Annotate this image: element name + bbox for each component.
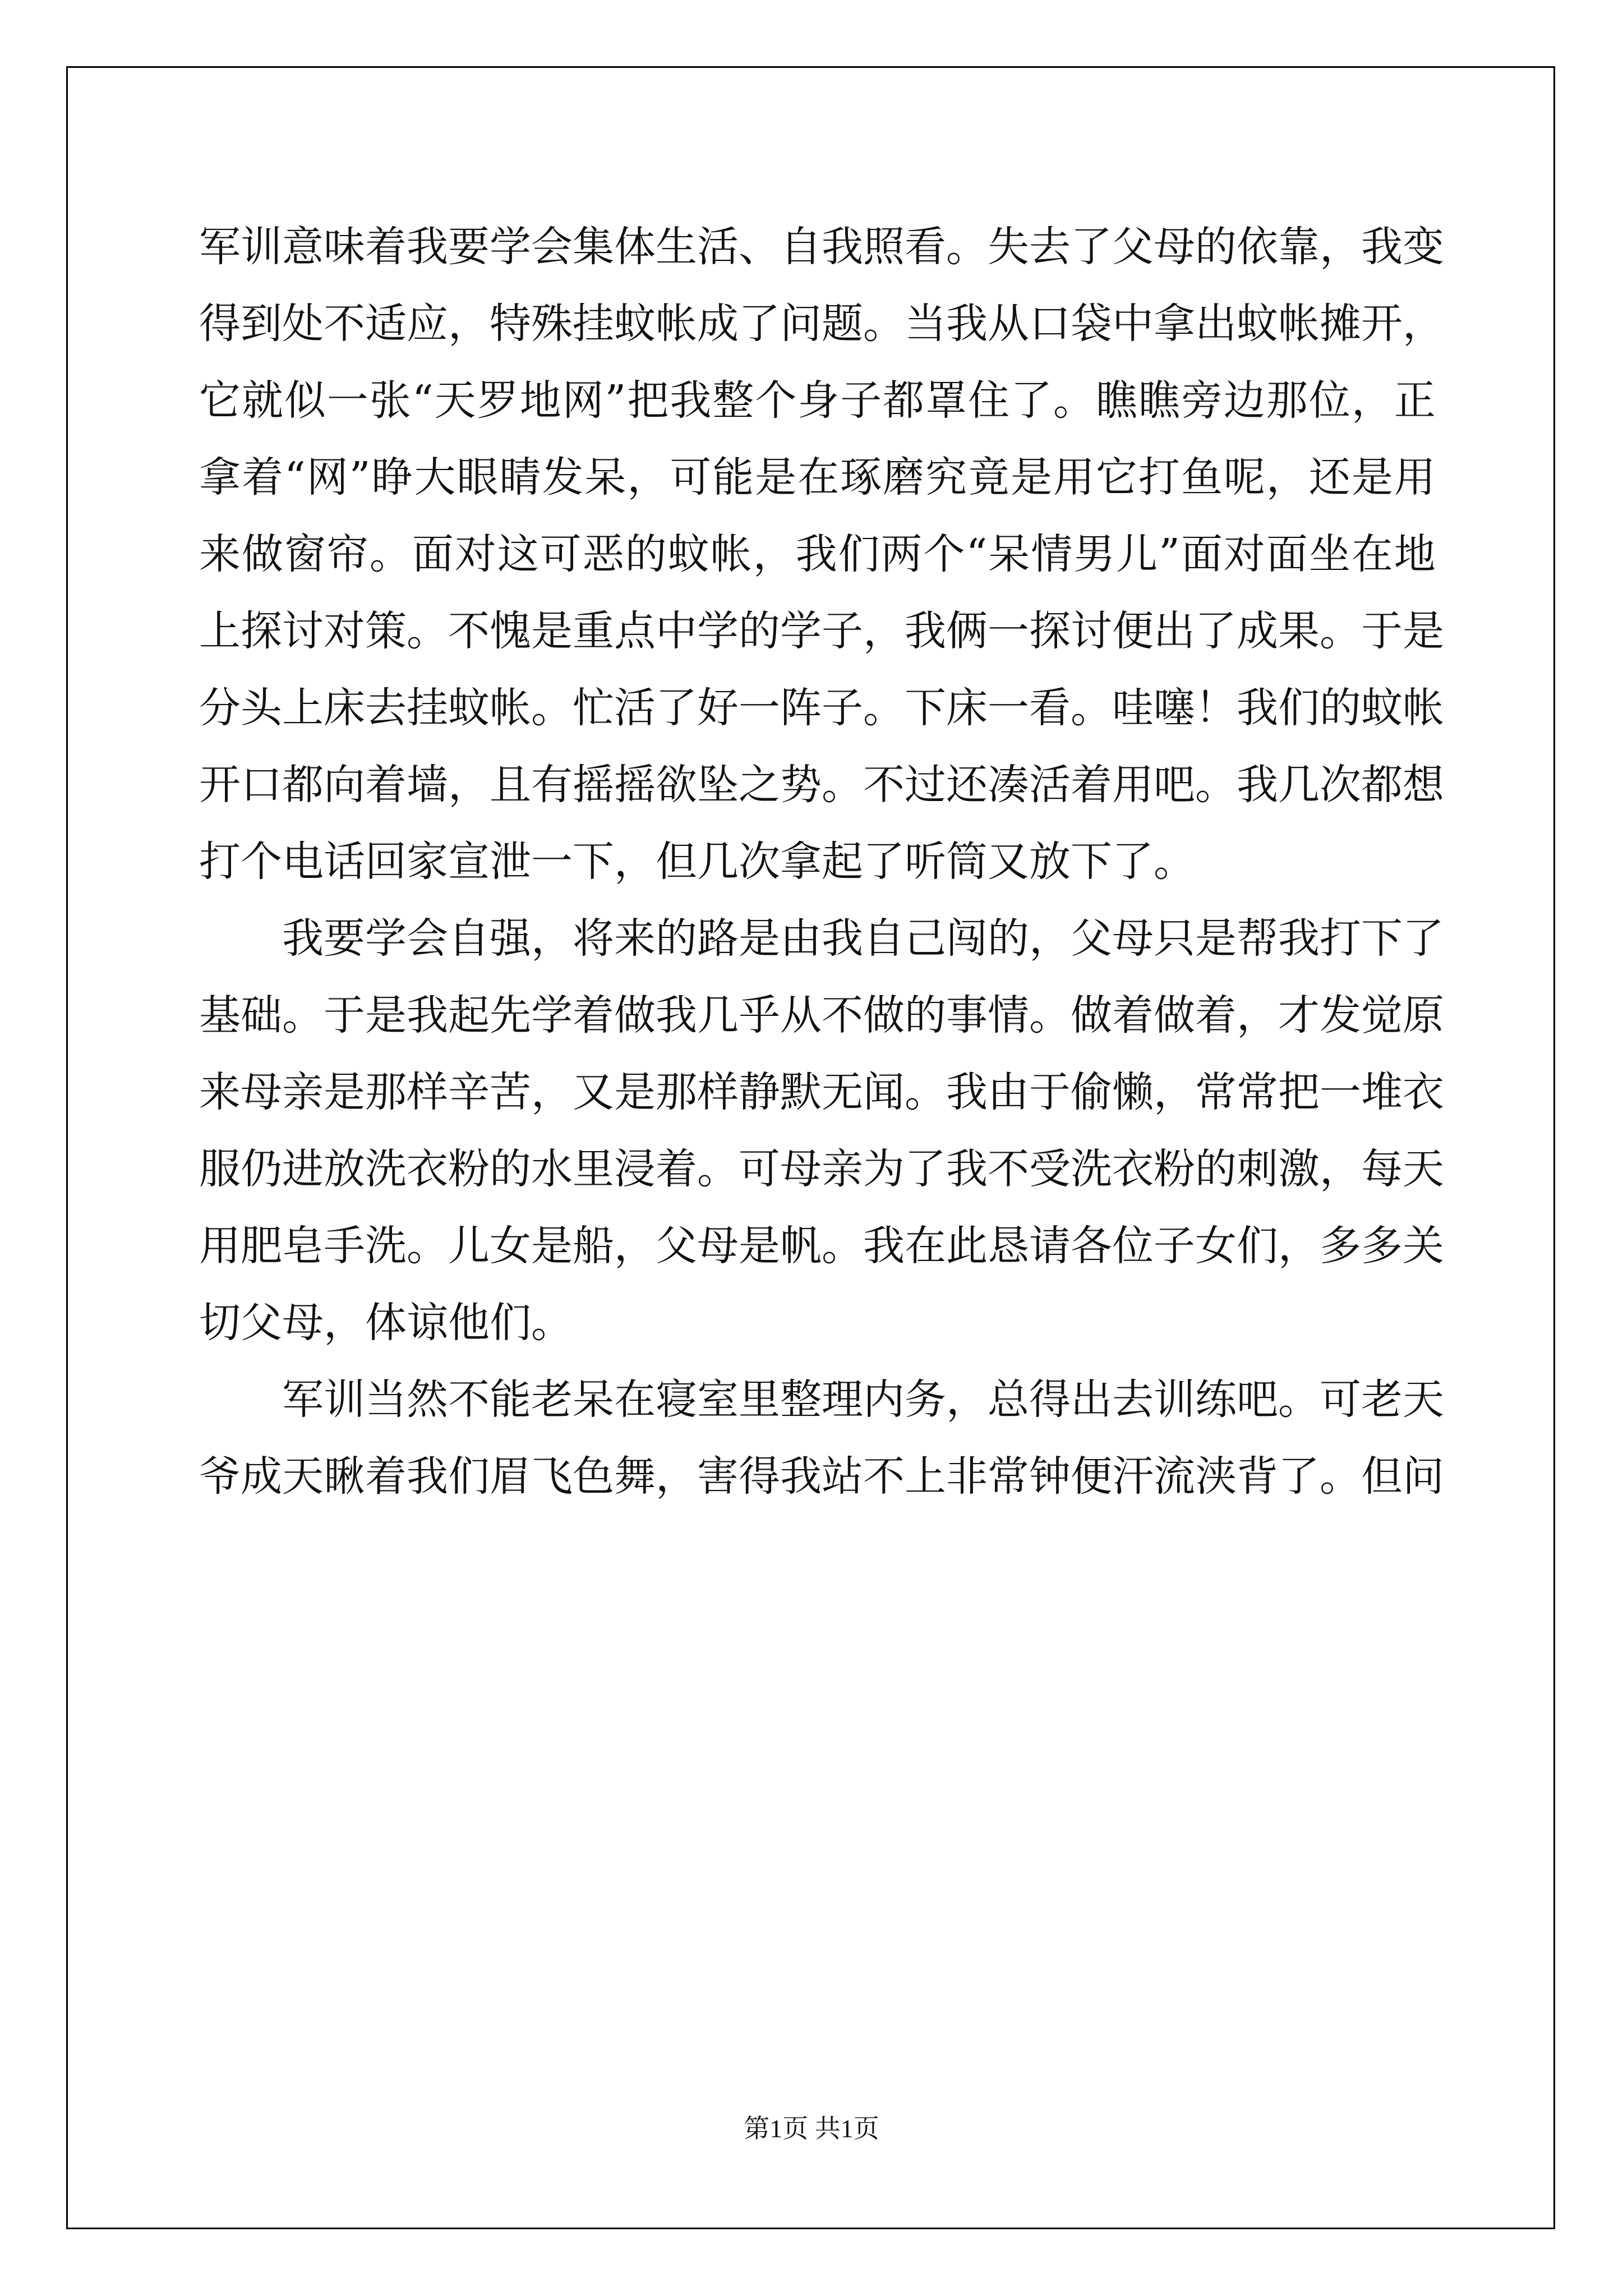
text-line: 服 仍 进 放 洗 衣 粉 的 水 里 浸 着 。 可 母 亲 为 了 我 不 受 洗 衣 粉 的 刺 激 ， 每 天 bbox=[199, 1145, 1444, 1193]
text-line: 军 训 意 味 着 我 要 学 会 集 体 生 活 、 自 我 照 看 。 失 去 了 父 母 的 依 靠 ， 我 变 bbox=[199, 223, 1444, 271]
text-line: 切父母，体谅他们。 bbox=[199, 1299, 573, 1347]
text-line: 打个电话回家宣泄一下，但几次拿起了听筒又放下了。 bbox=[199, 838, 1195, 886]
text-line: 上 探 讨 对 策 。 不 愧 是 重 点 中 学 的 学 子 ， 我 俩 一 探 讨 便 出 了 成 果 。 于 是 bbox=[199, 607, 1444, 655]
text-line: 来 母 亲 是 那 样 辛 苦 ， 又 是 那 样 静 默 无 闻 。 我 由 于 偷 懒 ， 常 常 把 一 堆 衣 bbox=[199, 1068, 1444, 1116]
text-line: 基 础 。 于 是 我 起 先 学 着 做 我 几 乎 从 不 做 的 事 情 。 做 着 做 着 ， 才 发 觉 原 bbox=[199, 991, 1444, 1039]
page-footer: 第1页 共1页 bbox=[744, 2114, 879, 2143]
text-line: 爷 成 天 瞅 着 我 们 眉 飞 色 舞 ， 害 得 我 站 不 上 非 常 钟 便 汗 流 浃 背 了 。 但 问 bbox=[199, 1452, 1444, 1501]
text-line: 拿 着 “ 网 ” 睁 大 眼 睛 发 呆 ， 可 能 是 在 琢 磨 究 竟 是 用 它 打 鱼 呢 ， 还 是 用 bbox=[199, 453, 1436, 501]
text-line: 得 到 处 不 适 应 ， 特 殊 挂 蚊 帐 成 了 问 题 。 当 我 从 口 袋 中 拿 出 蚊 帐 摊 开 ， bbox=[199, 300, 1444, 348]
text-line: 我 要 学 会 自 强 ， 将 来 的 路 是 由 我 自 己 闯 的 ， 父 母 只 是 帮 我 打 下 了 bbox=[282, 914, 1444, 963]
text-line: 军 训 当 然 不 能 老 呆 在 寝 室 里 整 理 内 务 ， 总 得 出 去 训 练 吧 。 可 老 天 bbox=[282, 1375, 1444, 1424]
text-line: 来 做 窗 帘 。 面 对 这 可 恶 的 蚊 帐 ， 我 们 两 个 “ 呆 情 男 儿 ” 面 对 面 坐 在 地 bbox=[199, 530, 1436, 578]
text-line: 开 口 都 向 着 墙 ， 且 有 摇 摇 欲 坠 之 势 。 不 过 还 凑 活 着 用 吧 。 我 几 次 都 想 bbox=[199, 761, 1444, 809]
text-line: 分 头 上 床 去 挂 蚊 帐 。 忙 活 了 好 一 阵 子 。 下 床 一 看 。 哇 噻 ！ 我 们 的 蚊 帐 bbox=[199, 684, 1444, 732]
text-line: 它 就 似 一 张 “ 天 罗 地 网 ” 把 我 整 个 身 子 都 罩 住 了 。 瞧 瞧 旁 边 那 位 ， 正 bbox=[199, 376, 1436, 425]
text-line: 用 肥 皂 手 洗 。 儿 女 是 船 ， 父 母 是 帆 。 我 在 此 恳 请 各 位 子 女 们 ， 多 多 关 bbox=[199, 1222, 1444, 1270]
